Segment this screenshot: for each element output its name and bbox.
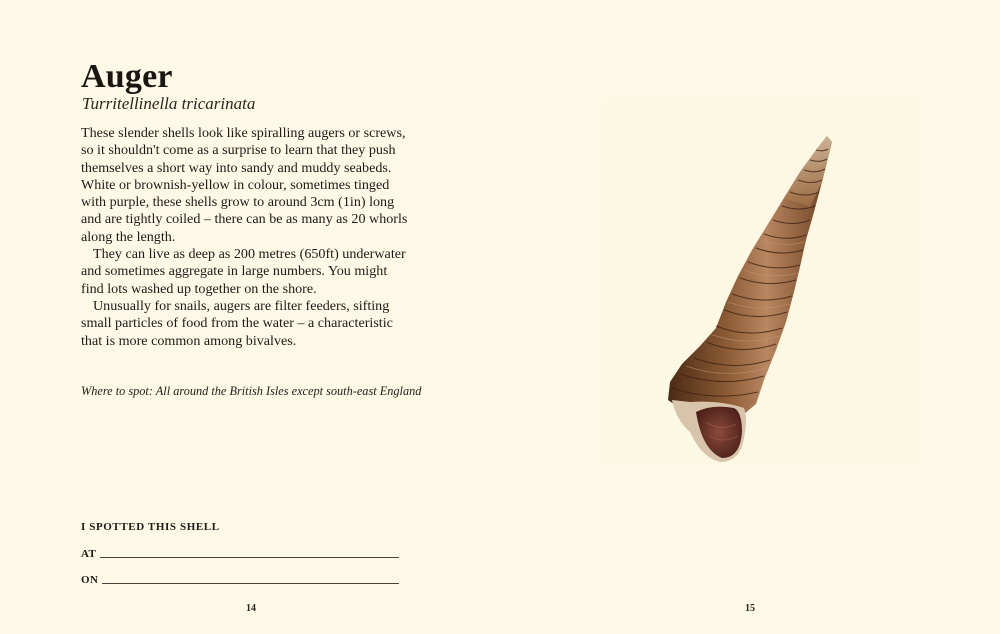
at-write-line[interactable]: [100, 557, 399, 558]
latin-name: Turritellinella tricarinata: [82, 94, 256, 113]
auger-shell-icon: [660, 132, 840, 467]
description-paragraph: These slender shells look like spiralling augers or screws, so it shouldn't come as a surprise to learn that they push themselves a short way into sandy and muddy seabeds. White or brownish-yellow in colour, sometimes tinged with purple, these shells grow to around 3cm (1in) long and are tightly coiled – there can be as many as 20 whorls along the length.: [81, 125, 408, 245]
page-number-left: 14: [246, 603, 256, 614]
page-number-right: 15: [745, 603, 755, 614]
at-label: AT: [81, 548, 97, 560]
on-write-line[interactable]: [102, 583, 399, 584]
where-to-spot: Where to spot: All around the British Isles except south-east England: [81, 384, 422, 398]
species-title: Auger: [81, 58, 173, 95]
at-field[interactable]: [81, 546, 399, 560]
spotted-form: [81, 520, 401, 586]
description-paragraph: Unusually for snails, augers are filter feeders, sifting small particles of food from the water – a characteristic that is more common among bivalves.: [81, 297, 393, 349]
on-label: ON: [81, 574, 99, 586]
right-page: [500, 0, 1000, 634]
spotted-heading: I SPOTTED THIS SHELL: [81, 521, 220, 533]
description: [81, 125, 411, 350]
description-paragraph: They can live as deep as 200 metres (650ft) underwater and sometimes aggregate in large numbers. You might find lots washed up together on the shore.: [81, 246, 406, 297]
on-field[interactable]: [81, 572, 399, 586]
